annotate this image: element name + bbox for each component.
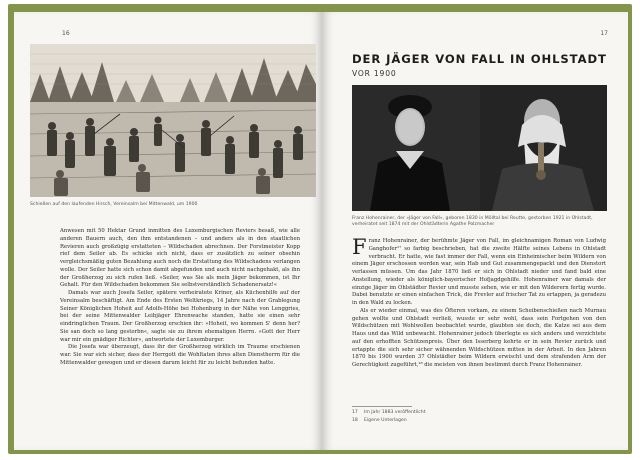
footnote: 17 Im Jahr 1883 veröffentlicht: [352, 410, 426, 415]
drop-cap: F: [352, 235, 367, 259]
footnotes: [352, 409, 426, 425]
paragraph: Als er wieder einmal, was des Öfteren vorkam, zu einem Scheibenschießen nach Murnau gehen wollte und Ohlstadt verließ, wusste er sehr wohl, dass sein Fortgehen von den Wildschützen mit Wohlwollen beobachtet wurde, glaubten sie doch, die Katze sei aus dem Haus und das Wild unbewacht. Hohenrainer jedoch überlegte es sich anders und verzichtete auf den erhofften Schützenpreis. Über den Isserberg kehrte er in sein Revier zurück und ertappte die sich sehr sicher wähnenden Wildschützen mitten in der Arbeit. In den Jahren 1870 bis 1900 wurden 37 Ohlstädter beim Wildern erwischt und dem strafenden Arm der Gerechtigkeit zugeführt,¹⁸ die meisten von ihnen bestimmt durch Franz Hohenrainer.: [352, 307, 606, 368]
page-number-right: 17: [600, 30, 608, 37]
engraving-illustration: [30, 44, 316, 197]
body-text-right: [352, 235, 606, 370]
chapter-title: DER JÄGER VON FALL IN OHLSTADT: [352, 52, 607, 66]
left-page: [14, 12, 322, 450]
paragraph: Anwesen mit 50 Hektar Grund inmitten des Luxemburgischen Reviers besaß, wie alle anderen Bauern auch, den ihm entstandenen – und anders als in den staatlichen Revieren auch großzügig erstatteten – Wildschaden abrechnen. Der Forstmeister Kopp rief dem Seiler ab. Es schicke sich nicht, dass er zusätzlich zu seiner obsehin vergleichsmäßig guten Bezahlung auch noch die Erstattung des Wildschadens verlangen wolle. Der Seiler hatte sich schon damit abgefunden und auch nicht nachgehakt, als ihn der Großherzog zu sich rufen ließ. »Seiler, was Sie als mein Jäger bekommen, ist Ihr Gehalt. Für den Wildschaden bekommen Sie selbstverständlich Schadenersatz!«: [60, 228, 300, 289]
page-number-left: 16: [62, 30, 70, 37]
image-caption-right: Franz Hohenrainer, der »Jäger von Fall«, geboren 1830 in Mölltal bei Reutte, gestorben 1921 in Ohlstadt, verheiratet seit 1874 mit der Ohlstädterin Agathe Polzmacher: [352, 216, 593, 228]
right-page: [322, 12, 628, 450]
chapter-subtitle: VOR 1900: [352, 69, 397, 78]
paragraph: Damals war auch Josefa Seiler, spätere verheiratete Kriner, als Küchenhilfe auf der Vereinsalm beschäftigt. Am Ende des Ersten Weltkriegs, 14 Jahre nach der Grablegung Seiner Königlichen Hoheit auf Adolfs-Höhe bei Hohenburg in der Nähe von Lenggries, bei der seine Mittenwalder Leibjäger Ehrenwache standen, hatte sie einen sehr eindringlichen Traum. Der Großherzog erschien ihr: »Hoheit, wo kommen S' denn her? Sie san doch so lang gestorbn«, sagte sie zu ihrem ehemaligen Herrn. »Gott der Herr war mir ein gnädiger Richter«, antwortete der Luxemburger.: [60, 290, 300, 343]
footnote-divider: [352, 406, 412, 407]
paragraph: [352, 235, 606, 308]
portrait-photo: [352, 85, 607, 211]
paragraph-text: ranz Hohenrainer, der berühmte Jäger von Fall, im gleichnamigen Roman von Ludwig Ganghofer¹⁷ so farbig beschrieben, hat die zweite Hälfte seines Lebens in Ohlstadt verbracht. Er hatte, wie fast immer der Fall, wenn ein Einheimischer beim Wildern von einem Jäger erschossen worden war, sein Hab und Gut zusammengepackt und den Dienstort verlassen müssen. Um das Jahr 1870 ließ er sich in Ohlstadt nieder und fand bald eine Anstellung, wieder als königlich-bayerischer Hofjagdgehilfe. Hohenrainer war damals der einzige Jäger im Ohlstädter Revier und musste sehen, wie er mit den Wilderern fertig wurde. Dabei benutzte er einen einfachen Trick, die Frevler auf frischer Tat zu ertappen, ja geradezu in den Wald zu locken.: [352, 238, 606, 306]
paragraph: Die Josefa war überzeugt, dass ihr der Großherzog wirklich im Traume erschienen war. Sie war sich sicher, dass der Herrgott die Wohltaten ihres alten Dienstherrn für die Mittenwalder gewogen und er diesen darum leicht für zu leicht befunden hatte.: [60, 344, 300, 366]
footnote: 18 Eigene Unterlagen: [352, 418, 407, 424]
image-caption-left: Schießen auf den laufenden Hirsch, Vereinsalm bei Mittenwald, um 1900: [30, 202, 198, 207]
body-text-left: [60, 228, 300, 368]
